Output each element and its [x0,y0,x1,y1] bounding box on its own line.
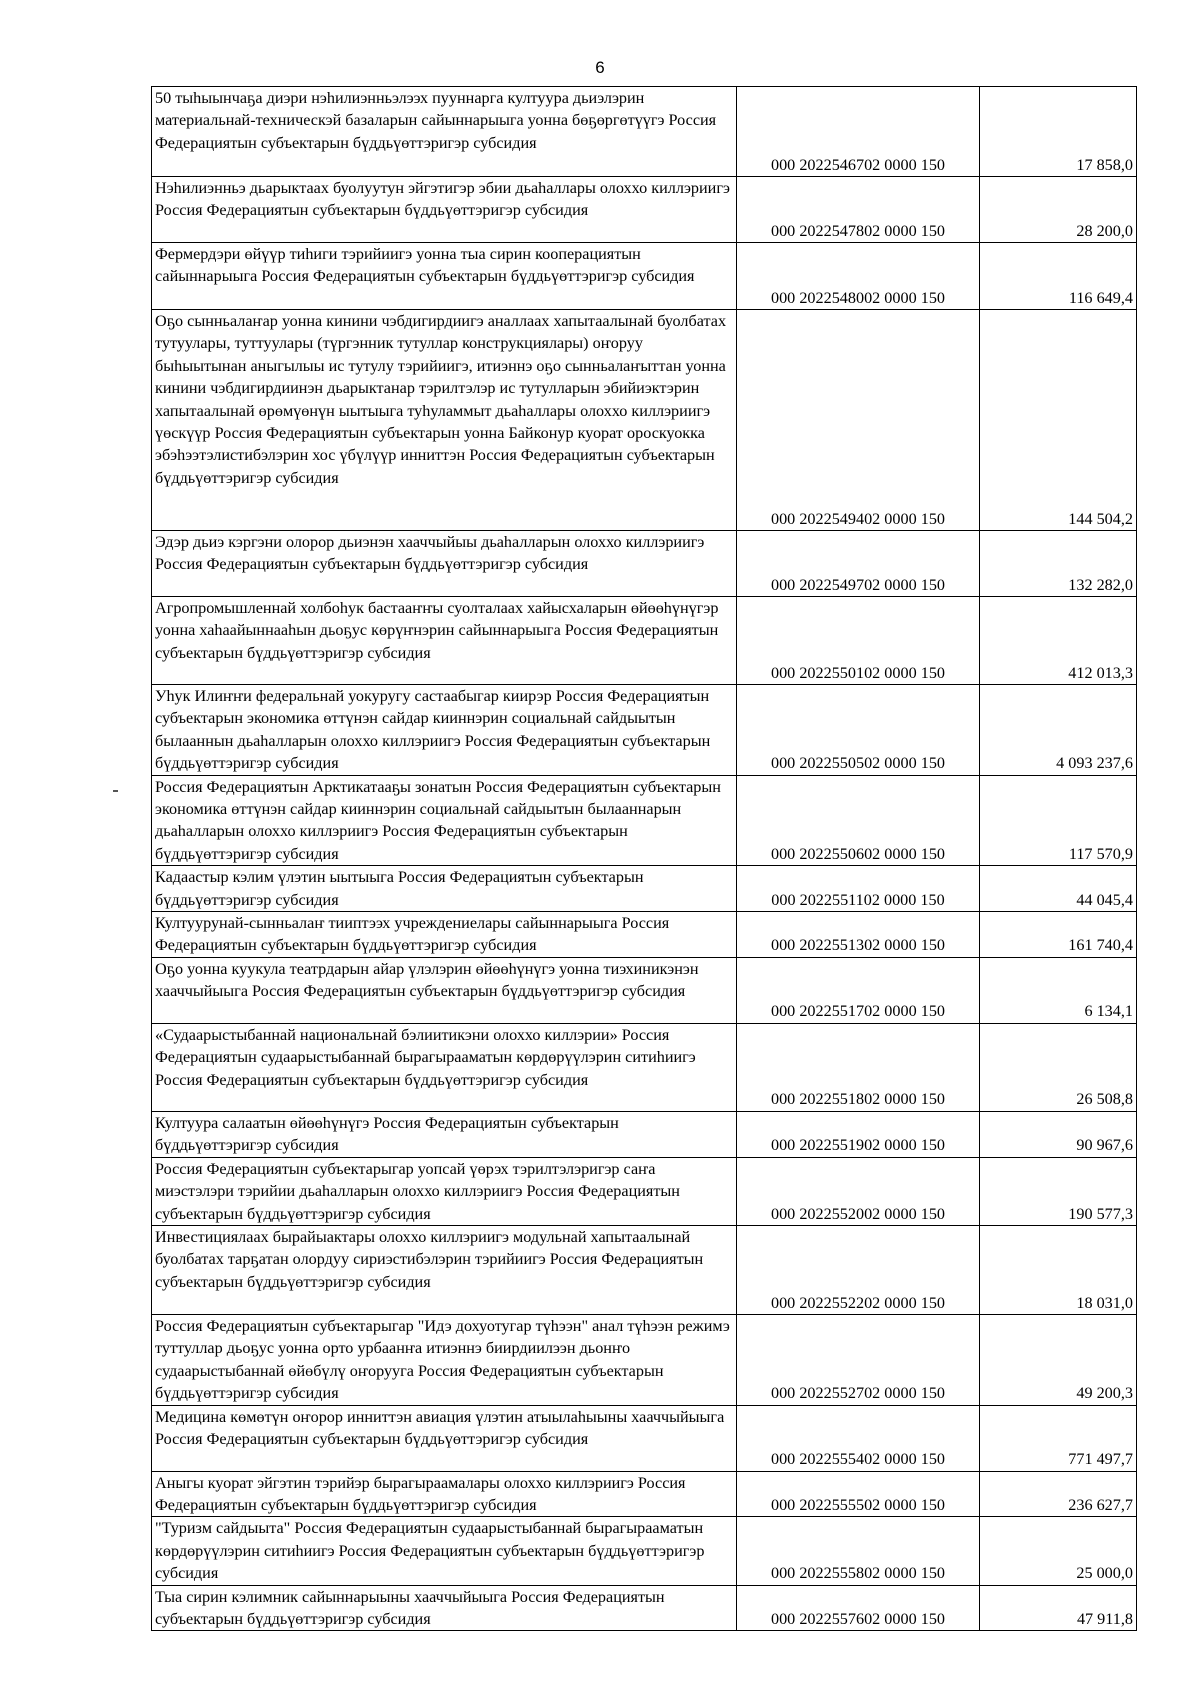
row-budget-code: 000 2022551302 0000 150 [737,912,980,958]
row-budget-code: 000 2022551902 0000 150 [737,1111,980,1157]
row-description: Россия Федерациятын субъектарыгар "Идэ дохуотугар түһээн" анал түһээн режимэ туттуллар дьоҕус уонна орто урбаанҥа итиэннэ биирдиилээн дьонҥо судаарыстыбаннай өйөбүлү оҥорууга Россия Федерациятын субъектарын бүддьүөттэригэр субсидия [152,1314,737,1405]
table-row [152,1314,1137,1405]
table-row [152,1585,1137,1631]
table-row [152,87,1137,177]
row-description: Агропромышленнай холбоһук бастааҥҥы суолталаах хайысхаларын өйөөһүнүгэр уонна хаһаайыннааһын дьоҕус көрүҥнэрин сайыннарыыга Россия Федерациятын субъектарын бүддьүөттэригэр субсидия [152,597,737,685]
row-budget-code: 000 2022551102 0000 150 [737,866,980,912]
row-amount: 90 967,6 [980,1111,1137,1157]
row-description: Россия Федерациятын Арктикатааҕы зонатын Россия Федерациятын субъектарын экономика өттүнэн сайдар кииннэрин социальнай сайдыытын былааннарын дьаһалларын олоххо киллэриигэ Россия Федерациятын субъектарын бүддьүөттэригэр субсидия [152,775,737,866]
row-amount: 25 000,0 [980,1517,1137,1585]
row-description: Нэһилиэнньэ дьарыктаах буолуутун эйгэтигэр эбии дьаһаллары олоххо киллэриигэ Россия Федерациятын субъектарын бүддьүөттэригэр субсидия [152,177,737,243]
table-row [152,597,1137,685]
table-row [152,1517,1137,1585]
row-description: Оҕо сынньалаҥар уонна кинини чэбдигирдиигэ аналлаах хапытаалынай буолбатах тутуулары, туттуулары (түргэнник тутуллар конструкциялары) оҥоруу быһыытынан аныгылыы ис тутулу тэрийиигэ, итиэннэ оҕо сынньалаҥыттан уонна кинини чэбдигирдиинэн дьарыктанар тэрилтэлэр ис тутулларын эбийиэктэрин хапытаалынай өрөмүөнүн ыытыыга туһуламмыт дьаһаллары олоххо киллэриигэ үөскүүр Россия Федерациятын субъектарын уонна Байконур куорат ороскуокка эбэһээтэлистибэлэрин хос үбүлүүр инниттэн Россия Федерациятын субъектарын бүддьүөттэригэр субсидия [152,310,737,531]
row-budget-code: 000 2022549702 0000 150 [737,531,980,597]
row-description: Аныгы куорат эйгэтин тэрийэр бырагыраамалары олоххо киллэриигэ Россия Федерациятын субъектарын бүддьүөттэригэр субсидия [152,1471,737,1517]
table-row [152,1023,1137,1111]
row-description: Инвестициялаах бырайыактары олоххо киллэриигэ модульнай хапытаалынай буолбатах тарҕатан олордуу сириэстибэлэрин тэрийиигэ Россия Федерациятын субъектарын бүддьүөттэригэр субсидия [152,1225,737,1314]
row-description: Тыа сирин кэлимник сайыннарыыны хааччыйыыга Россия Федерациятын субъектарын бүддьүөттэригэр субсидия [152,1585,737,1631]
table-row [152,1471,1137,1517]
row-budget-code: 000 2022551702 0000 150 [737,957,980,1023]
budget-table-body [152,87,1137,1631]
row-amount: 26 508,8 [980,1023,1137,1111]
table-row [152,1111,1137,1157]
table-row [152,1157,1137,1225]
row-budget-code: 000 2022555802 0000 150 [737,1517,980,1585]
row-amount: 412 013,3 [980,597,1137,685]
table-row [152,957,1137,1023]
table-row [152,685,1137,776]
row-amount: 17 858,0 [980,87,1137,177]
row-amount: 132 282,0 [980,531,1137,597]
table-row [152,866,1137,912]
row-description: Эдэр дьиэ кэргэни олорор дьиэнэн хааччыйыы дьаһалларын олоххо киллэриигэ Россия Федерациятын субъектарын бүддьүөттэригэр субсидия [152,531,737,597]
row-budget-code: 000 2022555502 0000 150 [737,1471,980,1517]
row-amount: 236 627,7 [980,1471,1137,1517]
row-description: Култуурунай-сынньалаҥ тииптээх учреждениелары сайыннарыыга Россия Федерациятын субъектарын бүддьүөттэригэр субсидия [152,912,737,958]
row-budget-code: 000 2022546702 0000 150 [737,87,980,177]
row-amount: 144 504,2 [980,310,1137,531]
table-row [152,775,1137,866]
row-amount: 161 740,4 [980,912,1137,958]
row-budget-code: 000 2022550502 0000 150 [737,685,980,776]
table-row [152,1225,1137,1314]
row-budget-code: 000 2022552202 0000 150 [737,1225,980,1314]
table-row [152,912,1137,958]
row-description: Култуура салаатын өйөөһүнүгэ Россия Федерациятын субъектарын бүддьүөттэригэр субсидия [152,1111,737,1157]
table-row [152,177,1137,243]
row-budget-code: 000 2022555402 0000 150 [737,1405,980,1471]
margin-mark [113,790,118,792]
row-description: Оҕо уонна куукула театрдарын айар үлэлэрин өйөөһүнүгэ уонна тиэхиникэнэн хааччыйыыга Россия Федерациятын субъектарын бүддьүөттэригэр субсидия [152,957,737,1023]
row-budget-code: 000 2022550102 0000 150 [737,597,980,685]
row-description: Кадаастыр кэлим үлэтин ыытыыга Россия Федерациятын субъектарын бүддьүөттэригэр субсидия [152,866,737,912]
row-budget-code: 000 2022550602 0000 150 [737,775,980,866]
row-description: «Судаарыстыбаннай национальнай бэлиитикэни олоххо киллэрии» Россия Федерациятын судаарыстыбаннай бырагырааматын көрдөрүүлэрин ситиһиигэ Россия Федерациятын субъектарын бүддьүөттэригэр субсидия [152,1023,737,1111]
row-description: Россия Федерациятын субъектарыгар уопсай үөрэх тэрилтэлэригэр саҥа миэстэлэри тэрийии дьаһалларын олоххо киллэриигэ Россия Федерациятын субъектарын бүддьүөттэригэр субсидия [152,1157,737,1225]
table-row [152,531,1137,597]
row-amount: 6 134,1 [980,957,1137,1023]
row-amount: 117 570,9 [980,775,1137,866]
row-budget-code: 000 2022557602 0000 150 [737,1585,980,1631]
table-row [152,310,1137,531]
row-amount: 4 093 237,6 [980,685,1137,776]
row-amount: 190 577,3 [980,1157,1137,1225]
table-row [152,243,1137,310]
row-amount: 28 200,0 [980,177,1137,243]
row-budget-code: 000 2022551802 0000 150 [737,1023,980,1111]
row-budget-code: 000 2022552002 0000 150 [737,1157,980,1225]
budget-table [151,86,1137,1631]
row-description: 50 тыһыынчаҕа диэри нэһилиэнньэлээх пууннарга култуура дьиэлэрин материальнай-техническэй базаларын сайыннарыыга уонна бөҕөргөтүүгэ Россия Федерациятын субъектарын бүддьүөттэригэр субсидия [152,87,737,177]
row-description: Фермердэри өйүүр тиһиги тэрийиигэ уонна тыа сирин кооперациятын сайыннарыыга Россия Федерациятын субъектарын бүддьүөттэригэр субсидия [152,243,737,310]
row-amount: 18 031,0 [980,1225,1137,1314]
row-amount: 49 200,3 [980,1314,1137,1405]
row-budget-code: 000 2022547802 0000 150 [737,177,980,243]
row-description: Медицина көмөтүн оҥорор инниттэн авиация үлэтин атыылаһыыны хааччыйыыга Россия Федерациятын субъектарын бүддьүөттэригэр субсидия [152,1405,737,1471]
row-description: "Туризм сайдыыта" Россия Федерациятын судаарыстыбаннай бырагырааматын көрдөрүүлэрин ситиһиигэ Россия Федерациятын субъектарын бүддьүөттэригэр субсидия [152,1517,737,1585]
row-budget-code: 000 2022548002 0000 150 [737,243,980,310]
page-number: 6 [595,58,605,77]
row-amount: 44 045,4 [980,866,1137,912]
table-row [152,1405,1137,1471]
row-budget-code: 000 2022549402 0000 150 [737,310,980,531]
row-description: Уһук Илиҥҥи федеральнай уокуругу састаабыгар киирэр Россия Федерациятын субъектарын экономика өттүнэн сайдар кииннэрин социальнай сайдыытын былааннын дьаһалларын олоххо киллэриигэ Россия Федерациятын субъектарын бүддьүөттэригэр субсидия [152,685,737,776]
row-budget-code: 000 2022552702 0000 150 [737,1314,980,1405]
row-amount: 47 911,8 [980,1585,1137,1631]
row-amount: 116 649,4 [980,243,1137,310]
row-amount: 771 497,7 [980,1405,1137,1471]
